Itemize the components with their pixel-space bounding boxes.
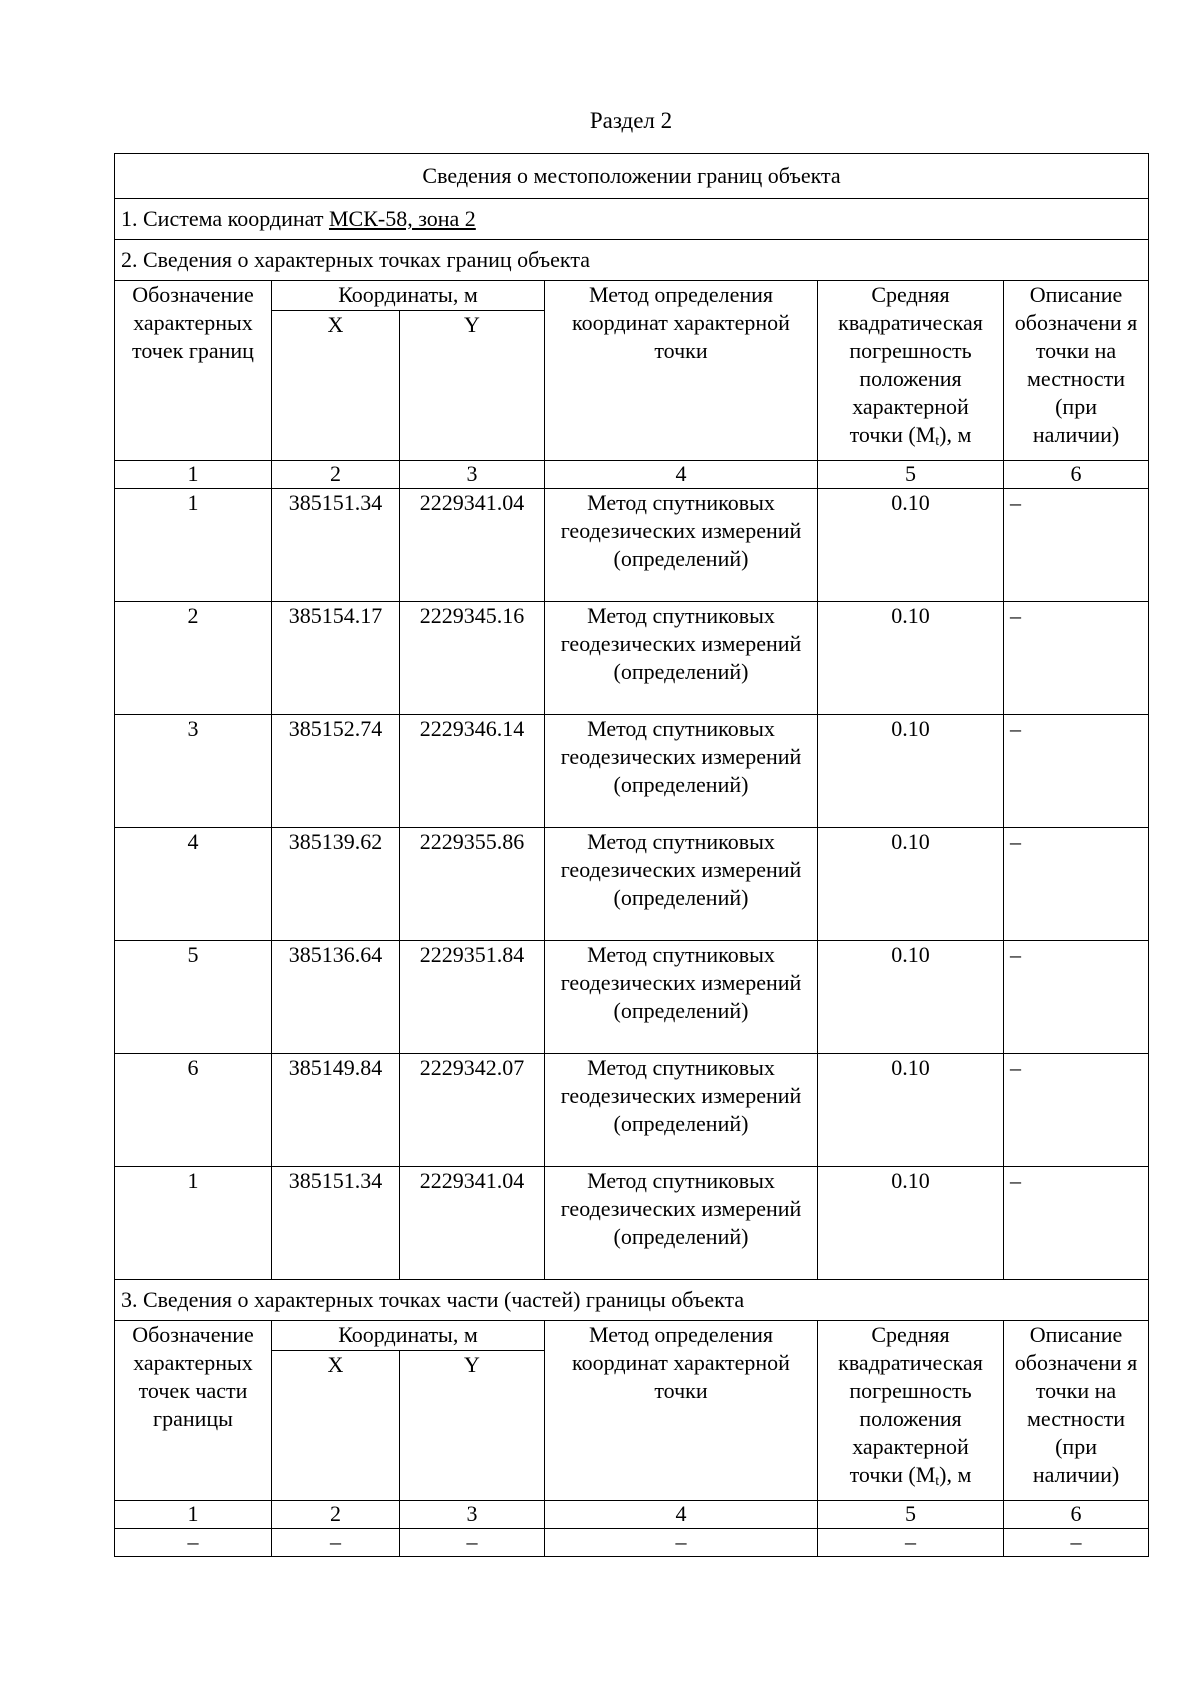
column-number: 4 xyxy=(545,1501,818,1529)
point-method: Метод спутниковых геодезических измерений (определений) xyxy=(545,941,818,1054)
table-title: Сведения о местоположении границ объекта xyxy=(115,154,1149,199)
header-error xyxy=(818,1321,1004,1501)
header-y: Y xyxy=(400,311,545,461)
section-3-title-row xyxy=(115,1280,1149,1321)
table-row xyxy=(115,602,1149,715)
coord-system-row xyxy=(115,199,1149,240)
header-y: Y xyxy=(400,1351,545,1501)
point-y: 2229355.86 xyxy=(400,828,545,941)
point-method: Метод спутниковых геодезических измерений (определений) xyxy=(545,489,818,602)
point-error: 0.10 xyxy=(818,715,1004,828)
point-x: 385154.17 xyxy=(272,602,400,715)
part-cell: – xyxy=(115,1529,272,1557)
table-row xyxy=(115,1529,1149,1557)
point-y: 2229345.16 xyxy=(400,602,545,715)
section-2-title: 2. Сведения о характерных точках границ объекта xyxy=(115,240,1149,281)
coord-system-label: 1. Система координат xyxy=(121,206,329,231)
header-error-sub: t xyxy=(935,434,940,449)
part-cell: – xyxy=(545,1529,818,1557)
point-y: 2229341.04 xyxy=(400,489,545,602)
point-error: 0.10 xyxy=(818,602,1004,715)
header-method: Метод определения координат характерной точки xyxy=(545,281,818,461)
point-method: Метод спутниковых геодезических измерений (определений) xyxy=(545,828,818,941)
column-number: 6 xyxy=(1004,1501,1149,1529)
point-error: 0.10 xyxy=(818,828,1004,941)
header-coords: Координаты, м xyxy=(272,281,545,311)
table-row xyxy=(115,828,1149,941)
point-id: 2 xyxy=(115,602,272,715)
point-method: Метод спутниковых геодезических измерений (определений) xyxy=(545,1167,818,1280)
column-number-row xyxy=(115,461,1149,489)
part-cell: – xyxy=(818,1529,1004,1557)
table-row xyxy=(115,1167,1149,1280)
header-point-label: Обозначение характерных точек части границы xyxy=(115,1321,272,1501)
point-method: Метод спутниковых геодезических измерений (определений) xyxy=(545,715,818,828)
point-x: 385149.84 xyxy=(272,1054,400,1167)
column-number: 5 xyxy=(818,1501,1004,1529)
point-description: – xyxy=(1004,941,1149,1054)
column-number: 3 xyxy=(400,1501,545,1529)
table-row xyxy=(115,1054,1149,1167)
point-description: – xyxy=(1004,489,1149,602)
point-method: Метод спутниковых геодезических измерений (определений) xyxy=(545,1054,818,1167)
header-error-text: Средняя квадратическая погрешность положения характерной точки (M xyxy=(838,282,983,447)
header-description: Описание обозначени я точки на местности (при наличии) xyxy=(1004,1321,1149,1501)
header-error-suffix: ), м xyxy=(939,1462,972,1487)
part-cell: – xyxy=(400,1529,545,1557)
column-number: 1 xyxy=(115,1501,272,1529)
point-error: 0.10 xyxy=(818,1054,1004,1167)
column-number: 1 xyxy=(115,461,272,489)
column-number: 2 xyxy=(272,461,400,489)
header-x: X xyxy=(272,1351,400,1501)
point-x: 385151.34 xyxy=(272,489,400,602)
point-id: 5 xyxy=(115,941,272,1054)
point-id: 1 xyxy=(115,489,272,602)
column-number-row xyxy=(115,1501,1149,1529)
header-x: X xyxy=(272,311,400,461)
point-method: Метод спутниковых геодезических измерений (определений) xyxy=(545,602,818,715)
point-id: 6 xyxy=(115,1054,272,1167)
point-y: 2229341.04 xyxy=(400,1167,545,1280)
column-number: 6 xyxy=(1004,461,1149,489)
point-error: 0.10 xyxy=(818,489,1004,602)
column-number: 2 xyxy=(272,1501,400,1529)
column-number: 3 xyxy=(400,461,545,489)
header-description: Описание обозначени я точки на местности (при наличии) xyxy=(1004,281,1149,461)
header-point-label: Обозначение характерных точек границ xyxy=(115,281,272,461)
point-description: – xyxy=(1004,715,1149,828)
table-row xyxy=(115,941,1149,1054)
point-id: 4 xyxy=(115,828,272,941)
point-error: 0.10 xyxy=(818,941,1004,1054)
part-cell: – xyxy=(272,1529,400,1557)
column-number: 4 xyxy=(545,461,818,489)
point-x: 385136.64 xyxy=(272,941,400,1054)
column-number: 5 xyxy=(818,461,1004,489)
table-row xyxy=(115,715,1149,828)
point-x: 385152.74 xyxy=(272,715,400,828)
point-x: 385151.34 xyxy=(272,1167,400,1280)
point-x: 385139.62 xyxy=(272,828,400,941)
point-description: – xyxy=(1004,828,1149,941)
part-cell: – xyxy=(1004,1529,1149,1557)
section-3-title: 3. Сведения о характерных точках части (частей) границы объекта xyxy=(115,1280,1149,1321)
header-error xyxy=(818,281,1004,461)
point-y: 2229342.07 xyxy=(400,1054,545,1167)
point-description: – xyxy=(1004,1054,1149,1167)
header-error-text: Средняя квадратическая погрешность положения характерной точки (M xyxy=(838,1322,983,1487)
point-y: 2229351.84 xyxy=(400,941,545,1054)
section-title: Раздел 2 xyxy=(589,108,673,133)
header-coords: Координаты, м xyxy=(272,1321,545,1351)
point-id: 3 xyxy=(115,715,272,828)
point-error: 0.10 xyxy=(818,1167,1004,1280)
coord-system-value: МСК-58, зона 2 xyxy=(328,206,476,231)
table-row xyxy=(115,489,1149,602)
header-method: Метод определения координат характерной точки xyxy=(545,1321,818,1501)
point-id: 1 xyxy=(115,1167,272,1280)
boundary-table xyxy=(114,153,1149,1557)
point-description: – xyxy=(1004,602,1149,715)
header-error-suffix: ), м xyxy=(939,422,972,447)
point-y: 2229346.14 xyxy=(400,715,545,828)
header-error-sub: t xyxy=(935,1474,940,1489)
point-description: – xyxy=(1004,1167,1149,1280)
